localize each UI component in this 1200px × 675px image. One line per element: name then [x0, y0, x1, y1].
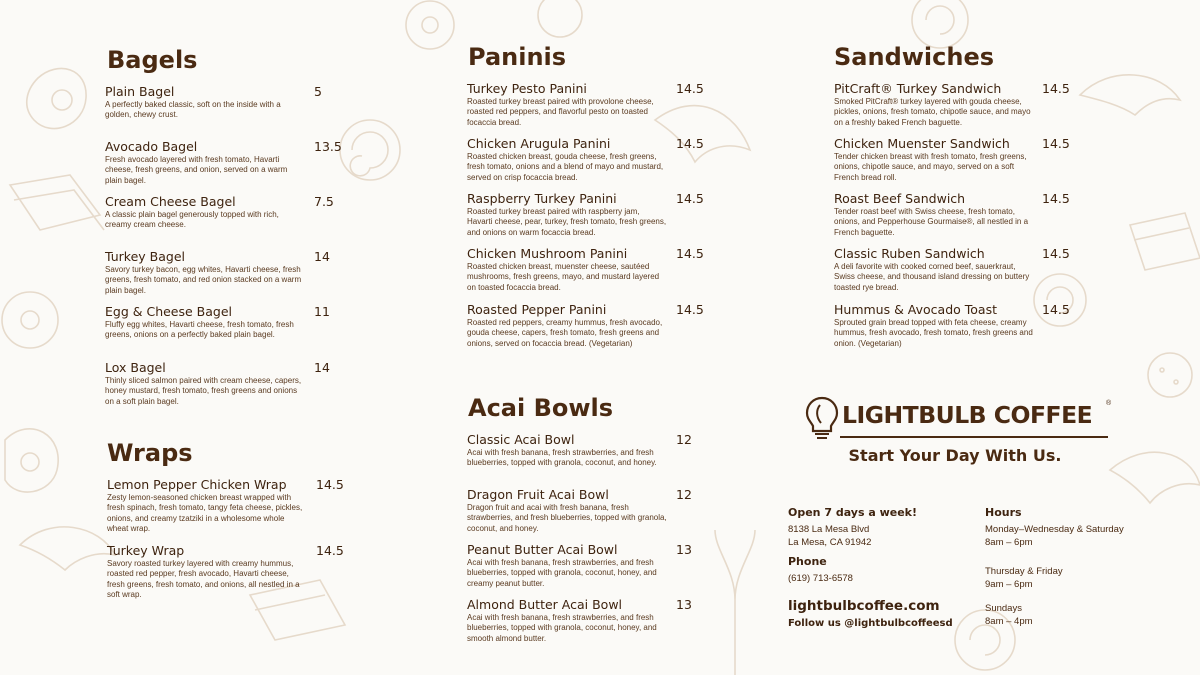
item-price: 14.5 [676, 136, 704, 151]
tagline: Start Your Day With Us. [848, 446, 1062, 465]
item-name: Lox Bagel [105, 360, 166, 375]
item-description: A perfectly baked classic, soft on the inside with a golden, chewy crust. [105, 100, 281, 120]
section-title-wraps: Wraps [107, 439, 193, 467]
menu-item [467, 81, 712, 128]
section-title-sandwiches: Sandwiches [834, 43, 995, 71]
item-price: 14.5 [1042, 191, 1070, 206]
item-price: 13 [676, 597, 692, 612]
item-description: Fresh avocado layered with fresh tomato, Havarti cheese, fresh greens, and onion, served on a warm plain bagel. [105, 155, 288, 185]
hours-time: 8am – 4pm [985, 616, 1033, 627]
item-name: Turkey Bagel [105, 249, 185, 264]
item-name: Avocado Bagel [105, 139, 198, 154]
item-description: Roasted turkey breast paired with provolone cheese, roasted red peppers, and flavorful pesto on toasted focaccia bread. [467, 97, 654, 127]
item-description: Sprouted grain bread topped with feta cheese, creamy hummus, fresh avocado, fresh tomato, fresh greens and onion. (Vegetarian) [834, 318, 1033, 348]
menu-item [467, 487, 712, 534]
item-description: Dragon fruit and acai with fresh banana, fresh strawberries, and fresh blueberries, topped with granola, coconut, and honey. [467, 503, 667, 533]
item-description: Smoked PitCraft® turkey layered with gouda cheese, pickles, onions, fresh tomato, chipotle sauce, and mayo on a freshly baked French baguette. [834, 97, 1031, 127]
item-name: Classic Acai Bowl [467, 432, 575, 447]
menu-item [834, 302, 1079, 349]
menu-item [834, 246, 1079, 293]
item-price: 12 [676, 487, 692, 502]
item-name: Peanut Butter Acai Bowl [467, 542, 618, 557]
item-name: Chicken Mushroom Panini [467, 246, 628, 261]
item-price: 12 [676, 432, 692, 447]
section-title-paninis: Paninis [468, 43, 567, 71]
item-price: 14.5 [316, 477, 344, 492]
item-price: 14.5 [1042, 136, 1070, 151]
item-price: 13 [676, 542, 692, 557]
item-price: 14.5 [1042, 302, 1070, 317]
menu-item [834, 191, 1079, 238]
section-title-acai-bowls: Acai Bowls [468, 394, 614, 422]
menu-item [105, 304, 350, 341]
phone-label: Phone [788, 555, 827, 568]
item-price: 14.5 [676, 81, 704, 96]
item-name: Cream Cheese Bagel [105, 194, 236, 209]
hours-label: Hours [985, 506, 1022, 519]
hours-days: Thursday & Friday [985, 566, 1063, 577]
item-description: A deli favorite with cooked corned beef, sauerkraut, Swiss cheese, and thousand island dressing on buttery toasted rye bread. [834, 262, 1030, 292]
item-price: 14.5 [316, 543, 344, 558]
item-description: Savory turkey bacon, egg whites, Havarti cheese, fresh greens, fresh tomato, and red onion stacked on a warm plain bagel. [105, 265, 302, 295]
item-description: Roasted turkey breast paired with raspberry jam, Havarti cheese, pear, turkey, fresh tomato, fresh greens, and onions on warm focaccia bread. [467, 207, 667, 237]
registered-mark: ® [1106, 400, 1112, 407]
brand-name: LIGHTBULB COFFEE [842, 401, 1093, 429]
item-description: Acai with fresh banana, fresh strawberries, and fresh blueberries, topped with granola, coconut, honey, and creamy peanut butter. [467, 558, 657, 588]
item-name: Raspberry Turkey Panini [467, 191, 617, 206]
menu-item [105, 249, 350, 296]
item-price: 14 [314, 249, 330, 264]
item-name: Turkey Pesto Panini [467, 81, 587, 96]
menu-item [834, 81, 1079, 128]
item-name: PitCraft® Turkey Sandwich [834, 81, 1002, 96]
item-description: Roasted chicken breast, gouda cheese, fresh greens, fresh tomato, onions and a blend of mayo and mustard, served on crisp focaccia bread. [467, 152, 664, 182]
section-title-bagels: Bagels [107, 46, 198, 74]
item-description: Zesty lemon-seasoned chicken breast wrapped with fresh spinach, fresh tomato, tangy feta cheese, pickles, onions, and creamy tzatziki in a wholesome whole wheat wrap. [107, 493, 303, 534]
menu-item [105, 139, 350, 186]
menu-item [467, 246, 712, 293]
item-name: Egg & Cheese Bagel [105, 304, 233, 319]
item-price: 14.5 [676, 191, 704, 206]
item-price: 14.5 [1042, 246, 1070, 261]
phone-number: (619) 713-6578 [788, 573, 853, 584]
menu-item [105, 360, 350, 407]
open-days: Open 7 days a week! [788, 506, 918, 519]
menu-item [467, 191, 712, 238]
item-name: Roasted Pepper Panini [467, 302, 607, 317]
item-price: 14.5 [676, 302, 704, 317]
item-name: Dragon Fruit Acai Bowl [467, 487, 609, 502]
item-description: Thinly sliced salmon paired with cream cheese, capers, honey mustard, fresh tomato, fresh greens and onions on a soft plain bagel. [105, 376, 302, 406]
item-name: Chicken Arugula Panini [467, 136, 611, 151]
website-link[interactable]: lightbulbcoffee.com [788, 598, 940, 614]
hours-time: 9am – 6pm [985, 579, 1033, 590]
menu-item [467, 432, 712, 469]
item-name: Roast Beef Sandwich [834, 191, 966, 206]
menu-item [107, 477, 352, 535]
item-name: Hummus & Avocado Toast [834, 302, 997, 317]
item-description: A classic plain bagel generously topped with rich, creamy cream cheese. [105, 210, 279, 230]
menu-item [467, 597, 712, 644]
social-handle[interactable]: Follow us @lightbulbcoffeesd [788, 618, 953, 629]
item-price: 14.5 [676, 246, 704, 261]
item-name: Turkey Wrap [107, 543, 185, 558]
item-name: Almond Butter Acai Bowl [467, 597, 623, 612]
hours-days: Sundays [985, 603, 1022, 614]
menu-item [467, 302, 712, 349]
item-name: Plain Bagel [105, 84, 175, 99]
menu-item [105, 84, 350, 121]
address-line-2: La Mesa, CA 91942 [788, 537, 872, 548]
item-description: Acai with fresh banana, fresh strawberries, and fresh blueberries, topped with granola, coconut, and honey. [467, 448, 657, 468]
item-description: Fluffy egg whites, Havarti cheese, fresh tomato, fresh greens, onions on a perfectly baked plain bagel. [105, 320, 294, 340]
menu-item [105, 194, 350, 231]
item-price: 7.5 [314, 194, 334, 209]
item-price: 13.5 [314, 139, 342, 154]
menu-item [834, 136, 1079, 183]
item-price: 11 [314, 304, 330, 319]
item-price: 14.5 [1042, 81, 1070, 96]
item-description: Tender roast beef with Swiss cheese, fresh tomato, onions, and Pepperhouse Gourmaise®, all nestled in a French baguette. [834, 207, 1029, 237]
hours-time: 8am – 6pm [985, 537, 1033, 548]
item-description: Savory roasted turkey layered with creamy hummus, roasted red pepper, fresh avocado, Havarti cheese, fresh greens, fresh tomato, and onions, all nestled in a soft wrap. [107, 559, 300, 600]
address-line-1: 8138 La Mesa Blvd [788, 524, 870, 535]
menu-item [107, 543, 352, 601]
menu-item [467, 542, 712, 589]
menu-item [467, 136, 712, 183]
hours-days: Monday–Wednesday & Saturday [985, 524, 1124, 535]
item-price: 14 [314, 360, 330, 375]
item-description: Roasted chicken breast, muenster cheese, sautéed mushrooms, fresh greens, mayo, and mustard layered on toasted focaccia bread. [467, 262, 660, 292]
item-name: Chicken Muenster Sandwich [834, 136, 1010, 151]
item-description: Tender chicken breast with fresh tomato, fresh greens, onions, chipotle sauce, and mayo, served on a soft French bread roll. [834, 152, 1027, 182]
logo-underline [840, 436, 1108, 438]
lightbulb-icon [804, 395, 840, 441]
item-description: Roasted red peppers, creamy hummus, fresh avocado, gouda cheese, capers, fresh tomato, fresh greens and onions, served on focaccia bread. (Vegetarian) [467, 318, 663, 348]
item-price: 5 [314, 84, 322, 99]
item-description: Acai with fresh banana, fresh strawberries, and fresh blueberries, topped with granola, coconut, honey, and smooth almond butter. [467, 613, 657, 643]
item-name: Classic Ruben Sandwich [834, 246, 985, 261]
item-name: Lemon Pepper Chicken Wrap [107, 477, 287, 492]
